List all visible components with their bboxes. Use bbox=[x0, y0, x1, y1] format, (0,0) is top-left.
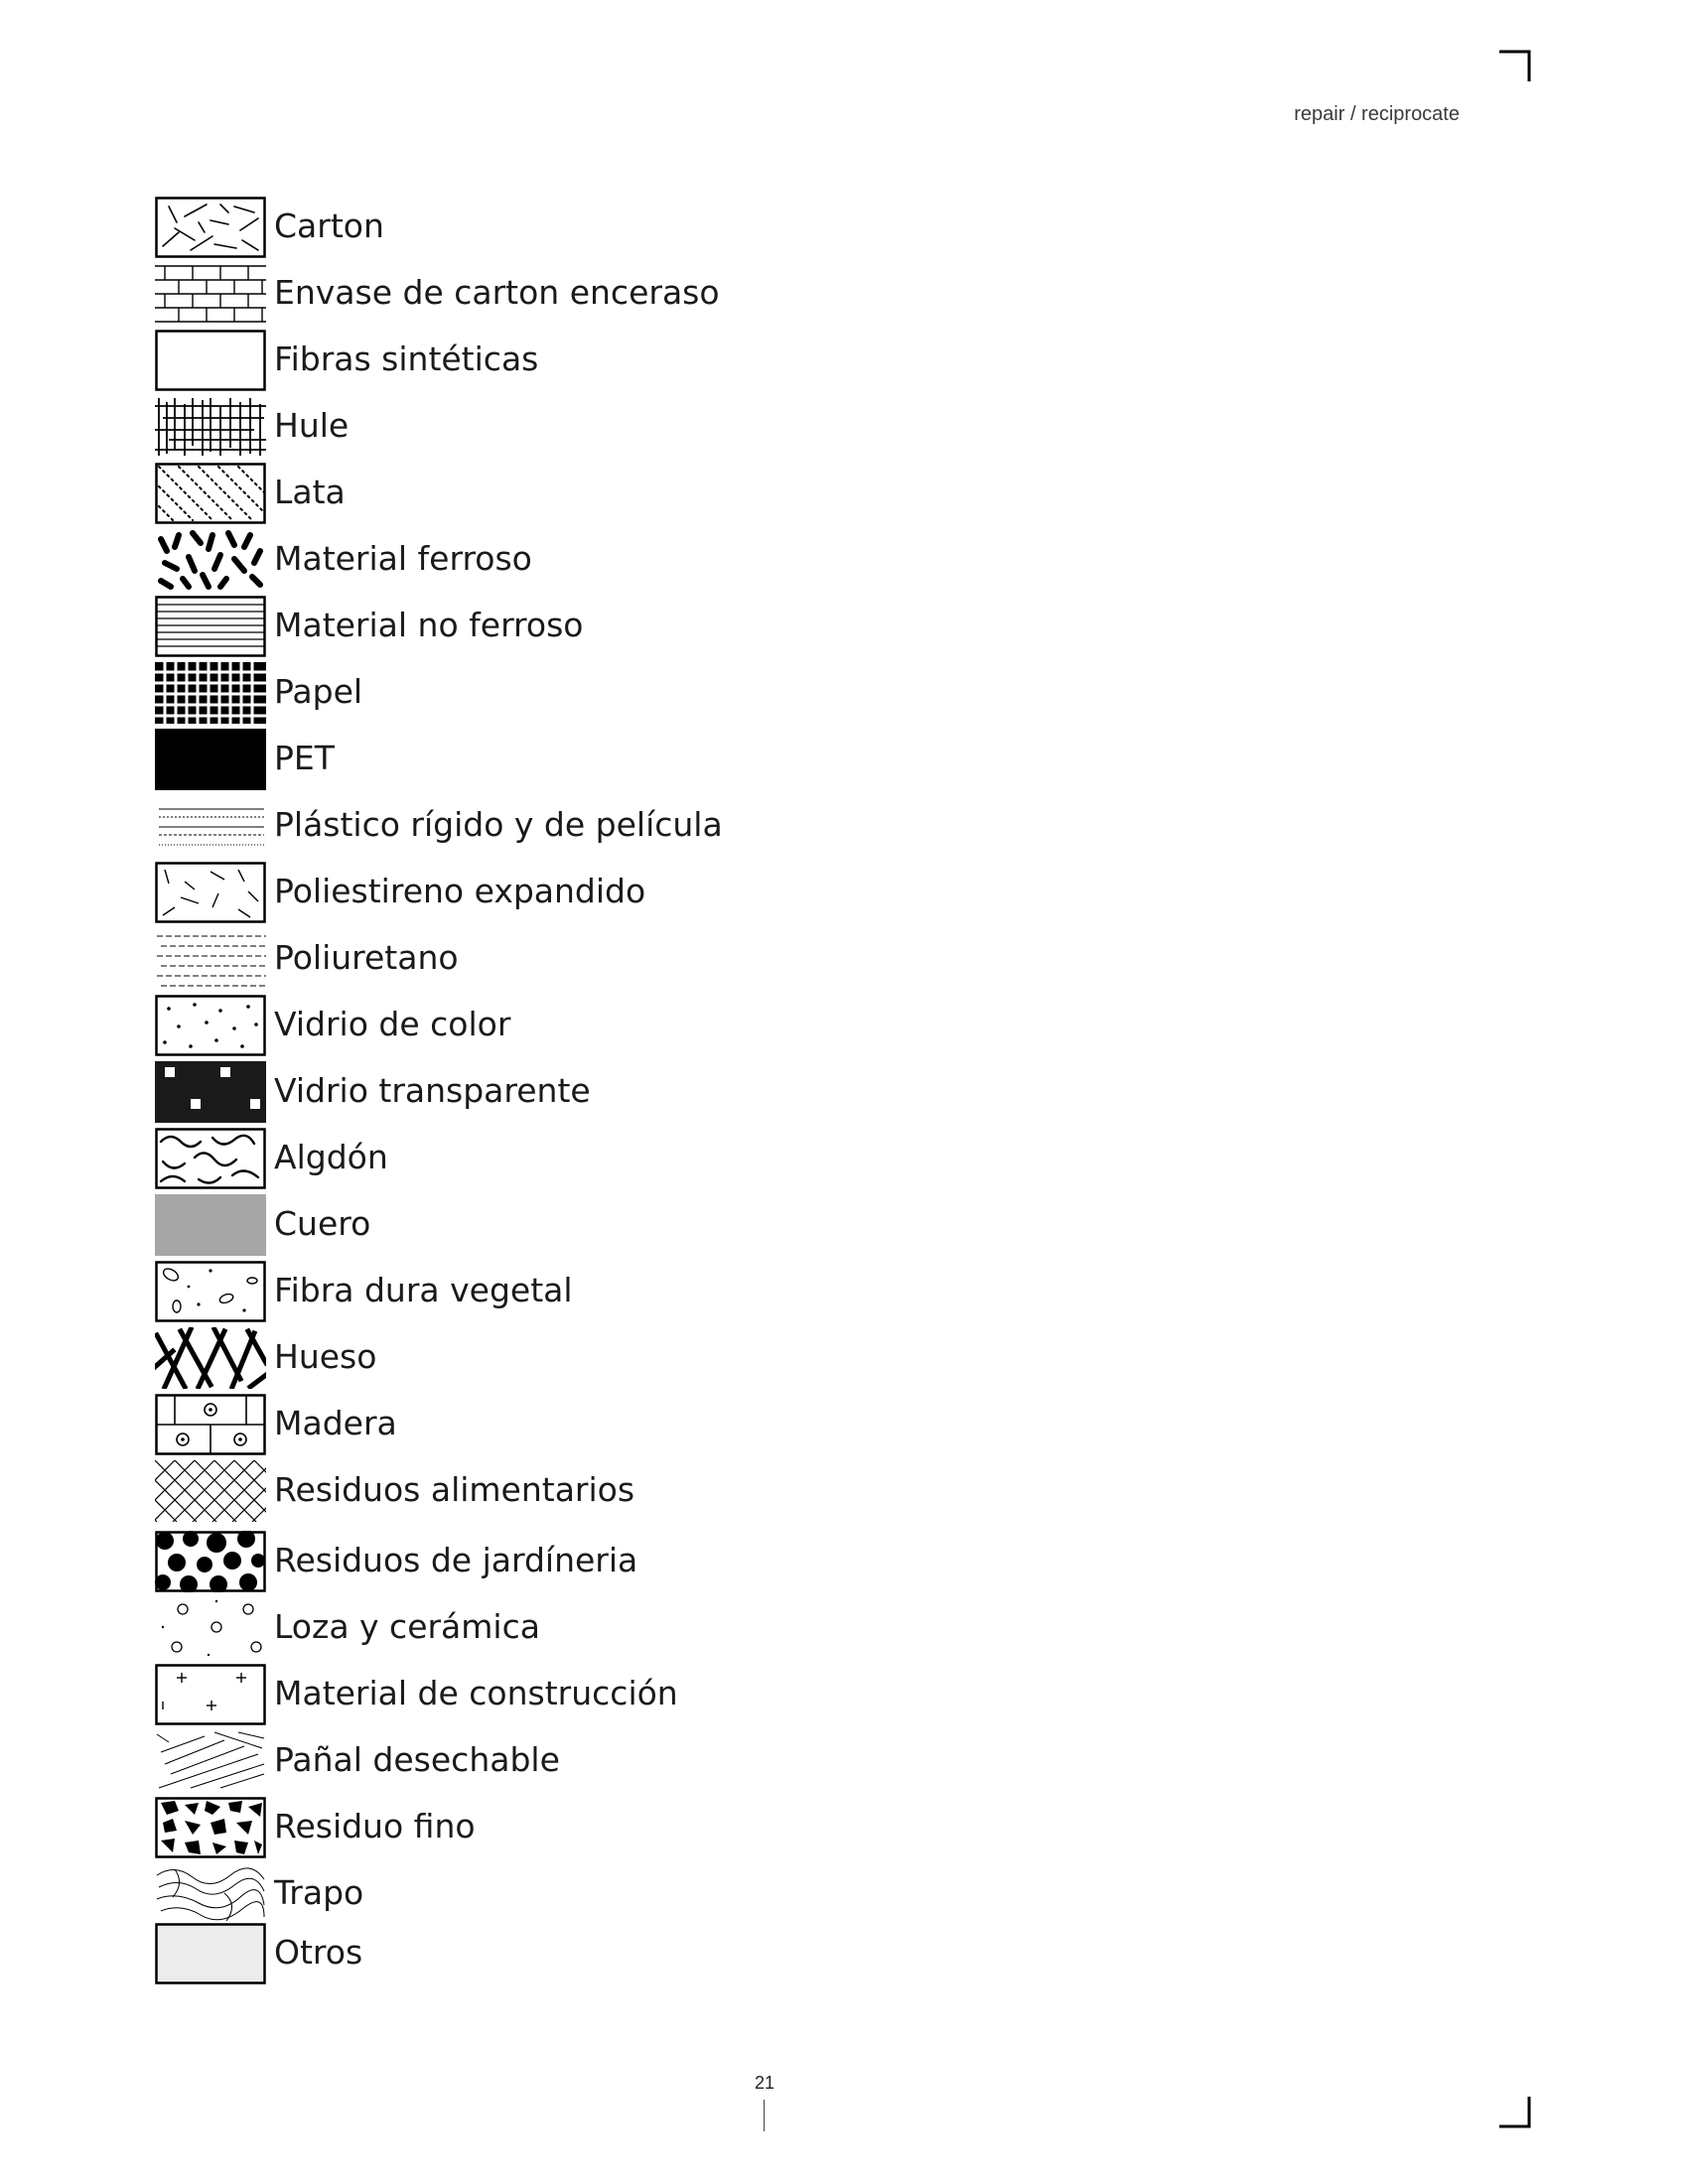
colored-glass-icon bbox=[155, 995, 266, 1056]
fine-residue-icon bbox=[155, 1797, 266, 1858]
legend-item bbox=[155, 795, 1049, 857]
legend-item bbox=[155, 1664, 1049, 1725]
legend-item bbox=[155, 1863, 1049, 1925]
non-ferrous-material-icon bbox=[155, 596, 266, 657]
legend-item bbox=[155, 1261, 1049, 1322]
legend-label: Lata bbox=[274, 473, 346, 511]
legend-label: Hule bbox=[274, 406, 350, 445]
rag-icon bbox=[155, 1863, 266, 1925]
legend-item bbox=[155, 529, 1049, 591]
legend-item bbox=[155, 1531, 1049, 1592]
garden-waste-icon bbox=[155, 1531, 266, 1592]
synthetic-fibers-icon bbox=[155, 330, 266, 391]
legend-label: Plástico rígido y de película bbox=[274, 805, 723, 844]
legend-label: Material de construcción bbox=[274, 1674, 678, 1712]
crop-mark-bottom-right-icon bbox=[1499, 2095, 1533, 2128]
legend-label: Poliestireno expandido bbox=[274, 872, 646, 910]
page-number: 21 bbox=[754, 2073, 775, 2093]
paper-icon bbox=[155, 662, 266, 724]
legend-item bbox=[155, 1923, 1049, 1984]
carton-icon bbox=[155, 197, 266, 258]
can-icon bbox=[155, 463, 266, 524]
polystyrene-icon bbox=[155, 862, 266, 923]
legend-item bbox=[155, 995, 1049, 1056]
legend-label: Hueso bbox=[274, 1337, 377, 1376]
wood-icon bbox=[155, 1394, 266, 1455]
legend-label: Residuos alimentarios bbox=[274, 1470, 635, 1509]
cotton-icon bbox=[155, 1128, 266, 1189]
legend-item bbox=[155, 263, 1049, 325]
legend-label: Fibra dura vegetal bbox=[274, 1271, 573, 1309]
running-header: repair / reciprocate bbox=[1294, 103, 1460, 125]
legend-item bbox=[155, 662, 1049, 724]
pet-icon bbox=[155, 729, 266, 790]
leather-icon bbox=[155, 1194, 266, 1256]
legend-item bbox=[155, 1460, 1049, 1522]
legend-item bbox=[155, 1394, 1049, 1455]
material-legend bbox=[155, 0, 1049, 2085]
legend-item bbox=[155, 1128, 1049, 1189]
legend-item bbox=[155, 928, 1049, 990]
legend-label: Material no ferroso bbox=[274, 606, 584, 644]
polyurethane-icon bbox=[155, 928, 266, 990]
legend-label: Carton bbox=[274, 206, 384, 245]
legend-label: Poliuretano bbox=[274, 938, 459, 977]
legend-item bbox=[155, 1327, 1049, 1389]
legend-item bbox=[155, 596, 1049, 657]
food-waste-icon bbox=[155, 1460, 266, 1522]
legend-item bbox=[155, 463, 1049, 524]
legend-item bbox=[155, 729, 1049, 790]
legend-label: Papel bbox=[274, 672, 363, 711]
legend-label: Residuo fino bbox=[274, 1807, 476, 1845]
legend-label: Fibras sintéticas bbox=[274, 340, 539, 378]
legend-item bbox=[155, 1597, 1049, 1659]
legend-label: Vidrio transparente bbox=[274, 1071, 591, 1110]
legend-label: Envase de carton enceraso bbox=[274, 273, 720, 312]
legend-item bbox=[155, 330, 1049, 391]
ferrous-material-icon bbox=[155, 529, 266, 591]
other-icon bbox=[155, 1923, 266, 1984]
crop-mark-top-right-icon bbox=[1499, 50, 1533, 83]
waxed-carton-icon bbox=[155, 263, 266, 325]
legend-item bbox=[155, 1194, 1049, 1256]
bone-icon bbox=[155, 1327, 266, 1389]
legend-item bbox=[155, 197, 1049, 258]
vegetable-fiber-icon bbox=[155, 1261, 266, 1322]
ceramics-icon bbox=[155, 1597, 266, 1659]
legend-label: Residuos de jardíneria bbox=[274, 1541, 638, 1579]
legend-label: Trapo bbox=[274, 1873, 364, 1912]
clear-glass-icon bbox=[155, 1061, 266, 1123]
construction-material-icon bbox=[155, 1664, 266, 1725]
diaper-icon bbox=[155, 1730, 266, 1792]
legend-item bbox=[155, 396, 1049, 458]
legend-label: Madera bbox=[274, 1404, 397, 1442]
legend-label: Vidrio de color bbox=[274, 1005, 511, 1043]
rubber-icon bbox=[155, 396, 266, 458]
legend-label: PET bbox=[274, 739, 335, 777]
legend-label: Otros bbox=[274, 1933, 363, 1972]
legend-label: Algdón bbox=[274, 1138, 388, 1176]
legend-item bbox=[155, 1061, 1049, 1123]
plastic-icon bbox=[155, 795, 266, 857]
legend-item bbox=[155, 1730, 1049, 1792]
legend-label: Pañal desechable bbox=[274, 1740, 560, 1779]
legend-item bbox=[155, 862, 1049, 923]
legend-item bbox=[155, 1797, 1049, 1858]
legend-label: Cuero bbox=[274, 1204, 371, 1243]
page-number-rule bbox=[764, 2100, 765, 2131]
legend-label: Material ferroso bbox=[274, 539, 532, 578]
legend-label: Loza y cerámica bbox=[274, 1607, 540, 1646]
